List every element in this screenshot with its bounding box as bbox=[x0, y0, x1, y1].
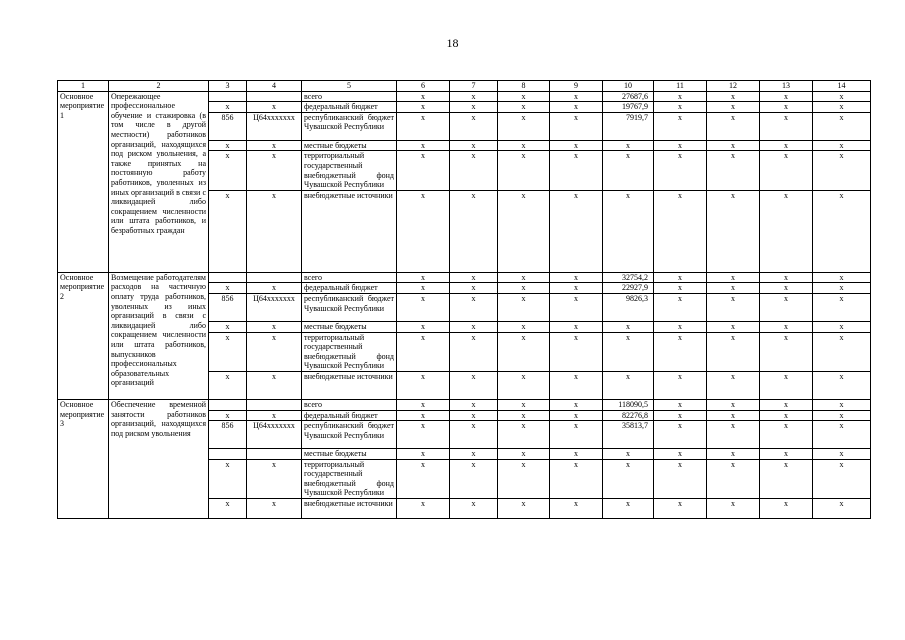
funding-source-cell: всего bbox=[302, 399, 397, 410]
table-row bbox=[58, 399, 871, 410]
x-cell: x bbox=[707, 371, 760, 399]
x-cell: x bbox=[550, 332, 603, 371]
x-cell: x bbox=[654, 499, 707, 519]
x-cell: x bbox=[498, 410, 550, 421]
header-cell: 8 bbox=[498, 81, 550, 92]
x-cell: x bbox=[813, 371, 871, 399]
x-cell: x bbox=[654, 112, 707, 140]
funding-source-cell: местные бюджеты bbox=[302, 449, 397, 460]
event-description-cell: Возмещение работодателям расходов на частичную оплату труда работников, уволенных из иных организаций в связи с ликвидацией либо сокращением численности или штата работников, выпускников профессиональных образовательных организаций bbox=[109, 272, 209, 399]
x-cell: x bbox=[760, 399, 813, 410]
x-cell: x bbox=[707, 421, 760, 449]
event-name-cell: Основное мероприятие 2 bbox=[58, 272, 109, 399]
x-cell: x bbox=[550, 421, 603, 449]
x-cell: x bbox=[760, 190, 813, 272]
header-cell: 12 bbox=[707, 81, 760, 92]
x-cell: x bbox=[654, 283, 707, 294]
x-cell: x bbox=[707, 459, 760, 498]
x-cell: x bbox=[397, 499, 450, 519]
x-cell: x bbox=[550, 190, 603, 272]
funding-source-cell: территориальный государственный внебюджетный фонд Чувашской Республики bbox=[302, 151, 397, 190]
x-cell: x bbox=[498, 399, 550, 410]
x-cell: x bbox=[550, 91, 603, 102]
x-cell: x bbox=[397, 112, 450, 140]
funding-source-cell: внебюджетные источники bbox=[302, 371, 397, 399]
x-cell: x bbox=[654, 399, 707, 410]
amount-cell: 27687,6 bbox=[603, 91, 654, 102]
x-cell: x bbox=[550, 272, 603, 283]
x-cell: x bbox=[707, 332, 760, 371]
x-cell: x bbox=[760, 321, 813, 332]
x-cell: x bbox=[760, 293, 813, 321]
x-cell: x bbox=[760, 410, 813, 421]
x-cell: x bbox=[397, 321, 450, 332]
x-cell: x bbox=[654, 371, 707, 399]
x-cell: x bbox=[654, 91, 707, 102]
x-cell: x bbox=[498, 112, 550, 140]
header-cell: 13 bbox=[760, 81, 813, 92]
funding-source-cell: федеральный бюджет bbox=[302, 283, 397, 294]
x-cell: x bbox=[397, 151, 450, 190]
x-cell: x bbox=[209, 151, 247, 190]
amount-cell: 7919,7 bbox=[603, 112, 654, 140]
x-cell: x bbox=[450, 272, 498, 283]
page-number: 18 bbox=[446, 36, 459, 50]
x-cell: x bbox=[450, 421, 498, 449]
empty-cell bbox=[209, 399, 247, 410]
x-cell: x bbox=[550, 293, 603, 321]
x-cell: x bbox=[550, 112, 603, 140]
grbs-code-cell: 856 bbox=[209, 293, 247, 321]
x-cell: x bbox=[654, 449, 707, 460]
x-cell: x bbox=[498, 102, 550, 113]
csr-code-cell: Ц64xxxxxxx bbox=[247, 112, 302, 140]
x-cell: x bbox=[760, 272, 813, 283]
x-cell: x bbox=[813, 112, 871, 140]
x-cell: x bbox=[209, 321, 247, 332]
x-cell: x bbox=[450, 283, 498, 294]
header-cell: 2 bbox=[109, 81, 209, 92]
header-cell: 10 bbox=[603, 81, 654, 92]
x-cell: x bbox=[654, 151, 707, 190]
header-cell: 9 bbox=[550, 81, 603, 92]
x-cell: x bbox=[550, 399, 603, 410]
x-cell: x bbox=[450, 151, 498, 190]
x-cell: x bbox=[397, 332, 450, 371]
x-cell: x bbox=[247, 283, 302, 294]
x-cell: x bbox=[209, 332, 247, 371]
x-cell: x bbox=[603, 371, 654, 399]
amount-cell: 118090,5 bbox=[603, 399, 654, 410]
x-cell: x bbox=[209, 410, 247, 421]
x-cell: x bbox=[707, 112, 760, 140]
x-cell: x bbox=[498, 371, 550, 399]
header-cell: 11 bbox=[654, 81, 707, 92]
header-cell: 14 bbox=[813, 81, 871, 92]
x-cell: x bbox=[550, 459, 603, 498]
x-cell: x bbox=[397, 399, 450, 410]
x-cell: x bbox=[603, 151, 654, 190]
x-cell: x bbox=[707, 293, 760, 321]
x-cell: x bbox=[450, 399, 498, 410]
funding-source-cell: внебюджетные источники bbox=[302, 499, 397, 519]
funding-source-cell: всего bbox=[302, 91, 397, 102]
x-cell: x bbox=[397, 293, 450, 321]
event-name-cell: Основное мероприятие 3 bbox=[58, 399, 109, 518]
x-cell: x bbox=[450, 459, 498, 498]
x-cell: x bbox=[247, 151, 302, 190]
x-cell: x bbox=[397, 272, 450, 283]
x-cell: x bbox=[550, 410, 603, 421]
header-cell: 6 bbox=[397, 81, 450, 92]
x-cell: x bbox=[397, 140, 450, 151]
header-cell: 7 bbox=[450, 81, 498, 92]
amount-cell: 19767,9 bbox=[603, 102, 654, 113]
funding-source-cell: внебюджетные источники bbox=[302, 190, 397, 272]
empty-cell bbox=[209, 449, 247, 460]
csr-code-cell: Ц64xxxxxxx bbox=[247, 421, 302, 449]
x-cell: x bbox=[707, 410, 760, 421]
x-cell: x bbox=[397, 459, 450, 498]
x-cell: x bbox=[397, 190, 450, 272]
x-cell: x bbox=[813, 272, 871, 283]
x-cell: x bbox=[707, 102, 760, 113]
x-cell: x bbox=[654, 102, 707, 113]
x-cell: x bbox=[654, 293, 707, 321]
amount-cell: 82276,8 bbox=[603, 410, 654, 421]
x-cell: x bbox=[813, 293, 871, 321]
x-cell: x bbox=[247, 459, 302, 498]
x-cell: x bbox=[450, 140, 498, 151]
x-cell: x bbox=[654, 459, 707, 498]
x-cell: x bbox=[397, 371, 450, 399]
x-cell: x bbox=[550, 151, 603, 190]
x-cell: x bbox=[707, 151, 760, 190]
x-cell: x bbox=[450, 112, 498, 140]
x-cell: x bbox=[247, 140, 302, 151]
x-cell: x bbox=[397, 410, 450, 421]
funding-source-cell: местные бюджеты bbox=[302, 321, 397, 332]
header-cell: 1 bbox=[58, 81, 109, 92]
x-cell: x bbox=[450, 449, 498, 460]
x-cell: x bbox=[707, 499, 760, 519]
x-cell: x bbox=[450, 410, 498, 421]
x-cell: x bbox=[813, 102, 871, 113]
header-cell: 3 bbox=[209, 81, 247, 92]
x-cell: x bbox=[550, 449, 603, 460]
x-cell: x bbox=[450, 190, 498, 272]
x-cell: x bbox=[760, 140, 813, 151]
funding-source-cell: республиканский бюджет Чувашской Республики bbox=[302, 112, 397, 140]
x-cell: x bbox=[498, 293, 550, 321]
funding-source-cell: всего bbox=[302, 272, 397, 283]
x-cell: x bbox=[209, 283, 247, 294]
x-cell: x bbox=[498, 321, 550, 332]
x-cell: x bbox=[654, 321, 707, 332]
x-cell: x bbox=[397, 421, 450, 449]
x-cell: x bbox=[813, 410, 871, 421]
x-cell: x bbox=[550, 102, 603, 113]
x-cell: x bbox=[813, 151, 871, 190]
x-cell: x bbox=[707, 399, 760, 410]
x-cell: x bbox=[813, 459, 871, 498]
x-cell: x bbox=[813, 421, 871, 449]
x-cell: x bbox=[450, 499, 498, 519]
x-cell: x bbox=[654, 421, 707, 449]
x-cell: x bbox=[760, 421, 813, 449]
header-cell: 5 bbox=[302, 81, 397, 92]
budget-table bbox=[57, 80, 871, 519]
x-cell: x bbox=[450, 293, 498, 321]
grbs-code-cell: 856 bbox=[209, 421, 247, 449]
empty-cell bbox=[247, 449, 302, 460]
x-cell: x bbox=[603, 499, 654, 519]
x-cell: x bbox=[760, 112, 813, 140]
x-cell: x bbox=[498, 190, 550, 272]
x-cell: x bbox=[654, 272, 707, 283]
x-cell: x bbox=[209, 371, 247, 399]
x-cell: x bbox=[247, 332, 302, 371]
grbs-code-cell: 856 bbox=[209, 112, 247, 140]
x-cell: x bbox=[707, 272, 760, 283]
table-body bbox=[58, 81, 871, 519]
empty-cell bbox=[247, 399, 302, 410]
x-cell: x bbox=[498, 151, 550, 190]
x-cell: x bbox=[550, 283, 603, 294]
funding-source-cell: местные бюджеты bbox=[302, 140, 397, 151]
x-cell: x bbox=[760, 499, 813, 519]
x-cell: x bbox=[450, 91, 498, 102]
x-cell: x bbox=[498, 140, 550, 151]
x-cell: x bbox=[813, 499, 871, 519]
x-cell: x bbox=[209, 499, 247, 519]
x-cell: x bbox=[209, 459, 247, 498]
x-cell: x bbox=[397, 449, 450, 460]
x-cell: x bbox=[813, 283, 871, 294]
x-cell: x bbox=[603, 190, 654, 272]
x-cell: x bbox=[450, 321, 498, 332]
x-cell: x bbox=[760, 283, 813, 294]
empty-cell bbox=[209, 91, 247, 102]
event-description-cell: Обеспечение временной занятости работников организаций, находящихся под риском увольнения bbox=[109, 399, 209, 518]
event-description-cell: Опережающее профессиональное обучение и стажировка (в том числе в другой местности) работников организаций, находящихся под риском увольнения, а также принятых на постоянную работу работников, уволенных из иных организаций в связи с ликвидацией либо сокращением численности или штата работников, и безработных граждан bbox=[109, 91, 209, 272]
csr-code-cell: Ц64xxxxxxx bbox=[247, 293, 302, 321]
x-cell: x bbox=[760, 459, 813, 498]
x-cell: x bbox=[603, 332, 654, 371]
empty-cell bbox=[247, 91, 302, 102]
x-cell: x bbox=[760, 332, 813, 371]
x-cell: x bbox=[707, 283, 760, 294]
header-row bbox=[58, 81, 871, 92]
funding-source-cell: федеральный бюджет bbox=[302, 102, 397, 113]
x-cell: x bbox=[247, 371, 302, 399]
x-cell: x bbox=[247, 102, 302, 113]
x-cell: x bbox=[498, 283, 550, 294]
x-cell: x bbox=[550, 321, 603, 332]
amount-cell: 22927,9 bbox=[603, 283, 654, 294]
funding-source-cell: республиканский бюджет Чувашской Республики bbox=[302, 293, 397, 321]
x-cell: x bbox=[498, 459, 550, 498]
x-cell: x bbox=[813, 190, 871, 272]
x-cell: x bbox=[247, 321, 302, 332]
funding-source-cell: территориальный государственный внебюджетный фонд Чувашской Республики bbox=[302, 459, 397, 498]
amount-cell: 9826,3 bbox=[603, 293, 654, 321]
funding-source-cell: федеральный бюджет bbox=[302, 410, 397, 421]
x-cell: x bbox=[707, 190, 760, 272]
x-cell: x bbox=[397, 102, 450, 113]
x-cell: x bbox=[603, 321, 654, 332]
table-row bbox=[58, 91, 871, 102]
x-cell: x bbox=[813, 399, 871, 410]
x-cell: x bbox=[603, 449, 654, 460]
x-cell: x bbox=[813, 91, 871, 102]
x-cell: x bbox=[760, 91, 813, 102]
x-cell: x bbox=[654, 410, 707, 421]
x-cell: x bbox=[550, 499, 603, 519]
header-cell: 4 bbox=[247, 81, 302, 92]
x-cell: x bbox=[813, 449, 871, 460]
x-cell: x bbox=[209, 140, 247, 151]
x-cell: x bbox=[760, 151, 813, 190]
funding-source-cell: территориальный государственный внебюджетный фонд Чувашской Республики bbox=[302, 332, 397, 371]
x-cell: x bbox=[209, 190, 247, 272]
x-cell: x bbox=[603, 459, 654, 498]
x-cell: x bbox=[498, 499, 550, 519]
x-cell: x bbox=[450, 102, 498, 113]
x-cell: x bbox=[247, 410, 302, 421]
x-cell: x bbox=[813, 321, 871, 332]
x-cell: x bbox=[498, 272, 550, 283]
x-cell: x bbox=[654, 140, 707, 151]
x-cell: x bbox=[247, 499, 302, 519]
x-cell: x bbox=[397, 91, 450, 102]
x-cell: x bbox=[707, 140, 760, 151]
x-cell: x bbox=[498, 449, 550, 460]
x-cell: x bbox=[654, 190, 707, 272]
x-cell: x bbox=[498, 91, 550, 102]
x-cell: x bbox=[550, 371, 603, 399]
x-cell: x bbox=[813, 140, 871, 151]
event-name-cell: Основное мероприятие 1 bbox=[58, 91, 109, 272]
x-cell: x bbox=[707, 449, 760, 460]
x-cell: x bbox=[813, 332, 871, 371]
x-cell: x bbox=[209, 102, 247, 113]
x-cell: x bbox=[247, 190, 302, 272]
x-cell: x bbox=[397, 283, 450, 294]
x-cell: x bbox=[707, 321, 760, 332]
x-cell: x bbox=[603, 140, 654, 151]
empty-cell bbox=[247, 272, 302, 283]
x-cell: x bbox=[550, 140, 603, 151]
amount-cell: 35813,7 bbox=[603, 421, 654, 449]
x-cell: x bbox=[498, 421, 550, 449]
x-cell: x bbox=[760, 371, 813, 399]
x-cell: x bbox=[450, 332, 498, 371]
amount-cell: 32754,2 bbox=[603, 272, 654, 283]
x-cell: x bbox=[654, 332, 707, 371]
x-cell: x bbox=[498, 332, 550, 371]
x-cell: x bbox=[760, 449, 813, 460]
funding-source-cell: республиканский бюджет Чувашской Республики bbox=[302, 421, 397, 449]
x-cell: x bbox=[707, 91, 760, 102]
empty-cell bbox=[209, 272, 247, 283]
x-cell: x bbox=[760, 102, 813, 113]
table-row bbox=[58, 272, 871, 283]
x-cell: x bbox=[450, 371, 498, 399]
